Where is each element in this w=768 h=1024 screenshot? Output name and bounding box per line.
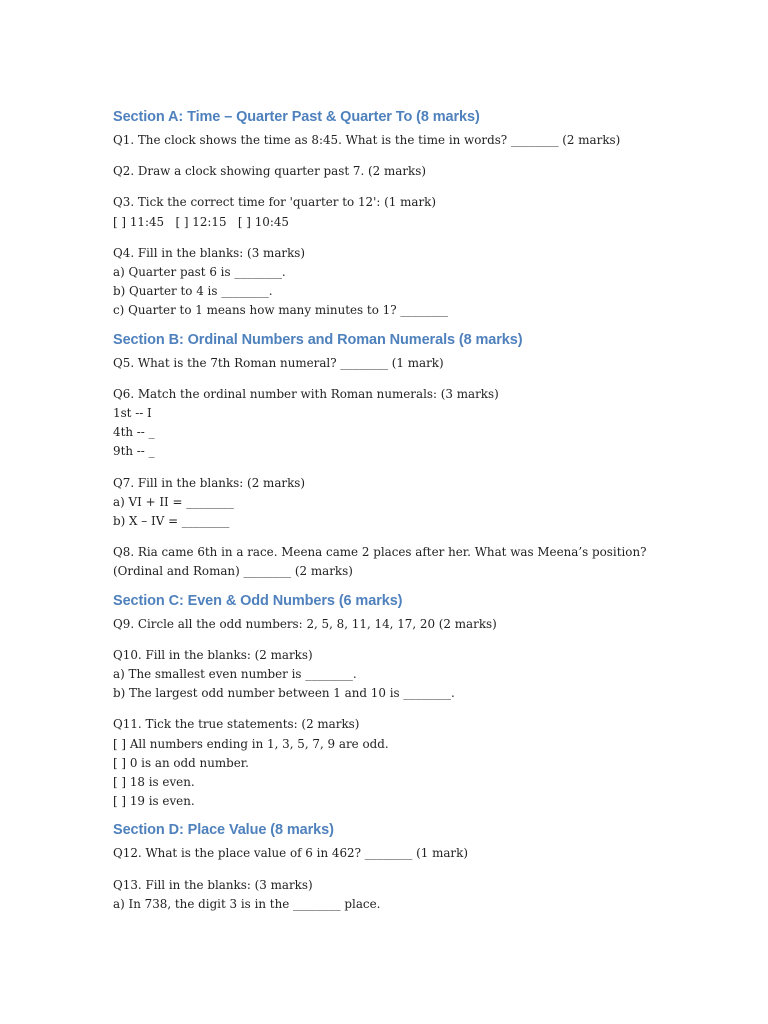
question-2: Q2. Draw a clock showing quarter past 7. (2 marks) [113, 164, 427, 179]
question-3: Q3. Tick the correct time for 'quarter to 12': (1 mark) [ ] 11:45 [ ] 12:15 [ ] 10:45 [113, 193, 713, 231]
question-8: Q8. Ria came 6th in a race. Meena came 2 places after her. What was Meena’s position? (Ordinal and Roman) ________ (2 marks) [113, 545, 647, 579]
question-1: Q1. The clock shows the time as 8:45. What is the time in words? ________ (2 marks) [113, 133, 621, 147]
section-d-title: Section D: Place Value (8 marks) [113, 822, 334, 839]
section-a-title: Section A: Time – Quarter Past & Quarter To (8 marks) [113, 109, 480, 125]
question-12: Q12. What is the place value of 6 in 462? ________ (1 mark) [113, 846, 468, 861]
section-b-title: Section B: Ordinal Numbers and Roman Numerals (8 marks) [113, 331, 523, 348]
question-5: Q5. What is the 7th Roman numeral? ________ (1 mark) [113, 355, 444, 370]
question-4: Q4. Fill in the blanks: (3 marks) a) Quarter past 6 is ________. b) Quarter to 4 is ________. c) Quarter to 1 means how many minutes to 1? ________ [113, 245, 448, 318]
question-11: Q11. Tick the true statements: (2 marks) [ ] All numbers ending in 1, 3, 5, 7, 9 are odd. [ ] 0 is an odd number. [ ] 18 is even. [ ] 19 is even. [113, 717, 389, 809]
question-6: Q6. Match the ordinal number with Roman numerals: (3 marks) 1st -- I 4th -- _ 9th -- _ [113, 386, 499, 459]
question-10: Q10. Fill in the blanks: (2 marks) a) The smallest even number is ________. b) The largest odd number between 1 and 10 is ________. [113, 647, 455, 701]
worksheet-page [113, 107, 713, 914]
question-3-options: [ ] 11:45 [ ] 12:15 [ ] 10:45 [113, 214, 289, 229]
question-13: Q13. Fill in the blanks: (3 marks) a) In 738, the digit 3 is in the ________ place. [113, 877, 381, 911]
question-9: Q9. Circle all the odd numbers: 2, 5, 8, 11, 14, 17, 20 (2 marks) [113, 616, 497, 631]
question-7: Q7. Fill in the blanks: (2 marks) a) VI + II = ________ b) X – IV = ________ [113, 475, 306, 529]
section-c-title: Section C: Even & Odd Numbers (6 marks) [113, 592, 403, 609]
